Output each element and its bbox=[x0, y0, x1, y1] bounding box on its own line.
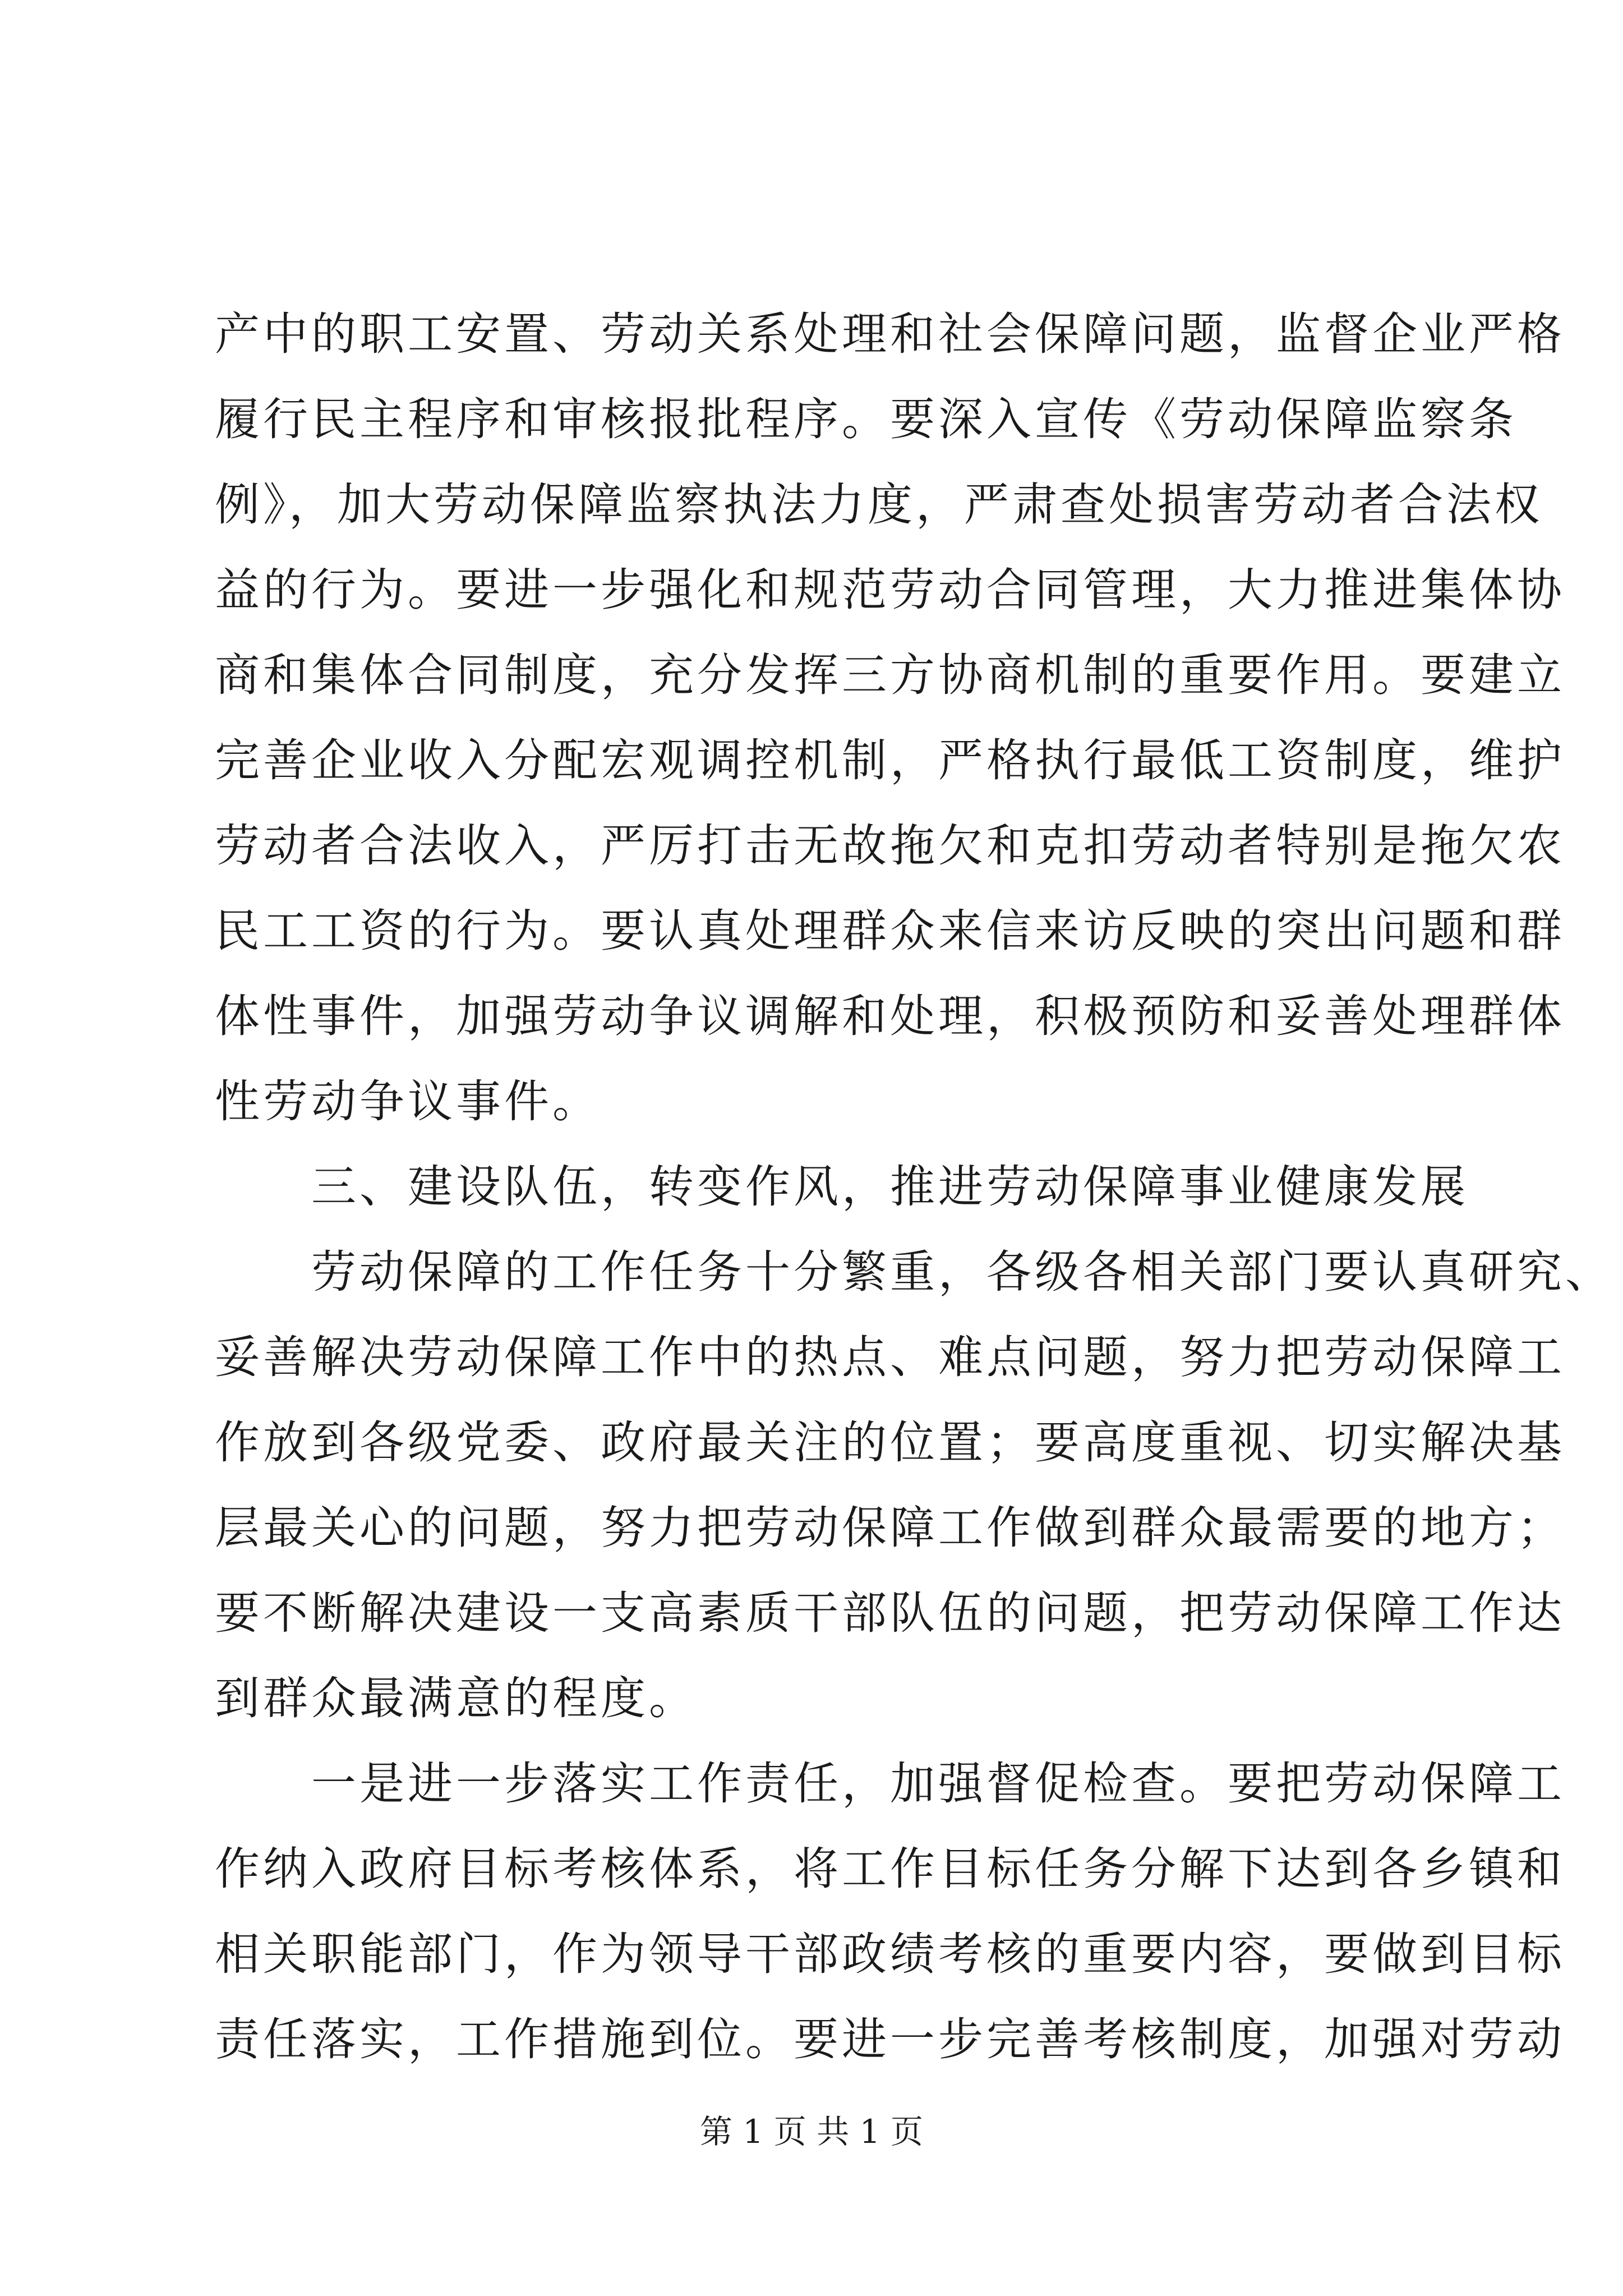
text-line: 劳动保障的工作任务十分繁重，各级各相关部门要认真研究、 bbox=[215, 1246, 1613, 1298]
text-line: 到群众最满意的程度。 bbox=[215, 1672, 697, 1724]
text-line: 商和集体合同制度，充分发挥三方协商机制的重要作用。要建立 bbox=[215, 649, 1565, 701]
text-line: 相关职能部门，作为领导干部政绩考核的重要内容，要做到目标 bbox=[215, 1928, 1565, 1980]
section-heading: 三、建设队伍，转变作风，推进劳动保障事业健康发展 bbox=[215, 1161, 1469, 1213]
text-line: 完善企业收入分配宏观调控机制，严格执行最低工资制度，维护 bbox=[215, 734, 1565, 786]
text-line: 民工工资的行为。要认真处理群众来信来访反映的突出问题和群 bbox=[215, 905, 1565, 957]
text-line: 层最关心的问题，努力把劳动保障工作做到群众最需要的地方； bbox=[215, 1502, 1565, 1554]
document-body bbox=[215, 292, 1613, 2082]
text-line: 例》，加大劳动保障监察执法力度，严肃查处损害劳动者合法权 bbox=[215, 478, 1543, 531]
text-line: 责任落实，工作措施到位。要进一步完善考核制度，加强对劳动 bbox=[215, 2013, 1565, 2065]
text-line: 性劳动争议事件。 bbox=[215, 1075, 601, 1128]
text-line: 劳动者合法收入，严厉打击无故拖欠和克扣劳动者特别是拖欠农 bbox=[215, 820, 1565, 872]
text-line: 一是进一步落实工作责任，加强督促检查。要把劳动保障工 bbox=[215, 1757, 1565, 1810]
text-line: 要不断解决建设一支高素质干部队伍的问题，把劳动保障工作达 bbox=[215, 1587, 1565, 1639]
text-line: 作放到各级党委、政府最关注的位置；要高度重视、切实解决基 bbox=[215, 1416, 1565, 1469]
page-number-footer: 第 1 页 共 1 页 bbox=[700, 2113, 923, 2151]
text-line: 作纳入政府目标考核体系，将工作目标任务分解下达到各乡镇和 bbox=[215, 1843, 1565, 1895]
text-line: 体性事件，加强劳动争议调解和处理，积极预防和妥善处理群体 bbox=[215, 990, 1565, 1042]
text-line: 履行民主程序和审核报批程序。要深入宣传《劳动保障监察条 bbox=[215, 393, 1517, 445]
text-line: 妥善解决劳动保障工作中的热点、难点问题，努力把劳动保障工 bbox=[215, 1331, 1565, 1383]
text-line: 产中的职工安置、劳动关系处理和社会保障问题，监督企业严格 bbox=[215, 308, 1565, 360]
text-line: 益的行为。要进一步强化和规范劳动合同管理，大力推进集体协 bbox=[215, 564, 1565, 616]
